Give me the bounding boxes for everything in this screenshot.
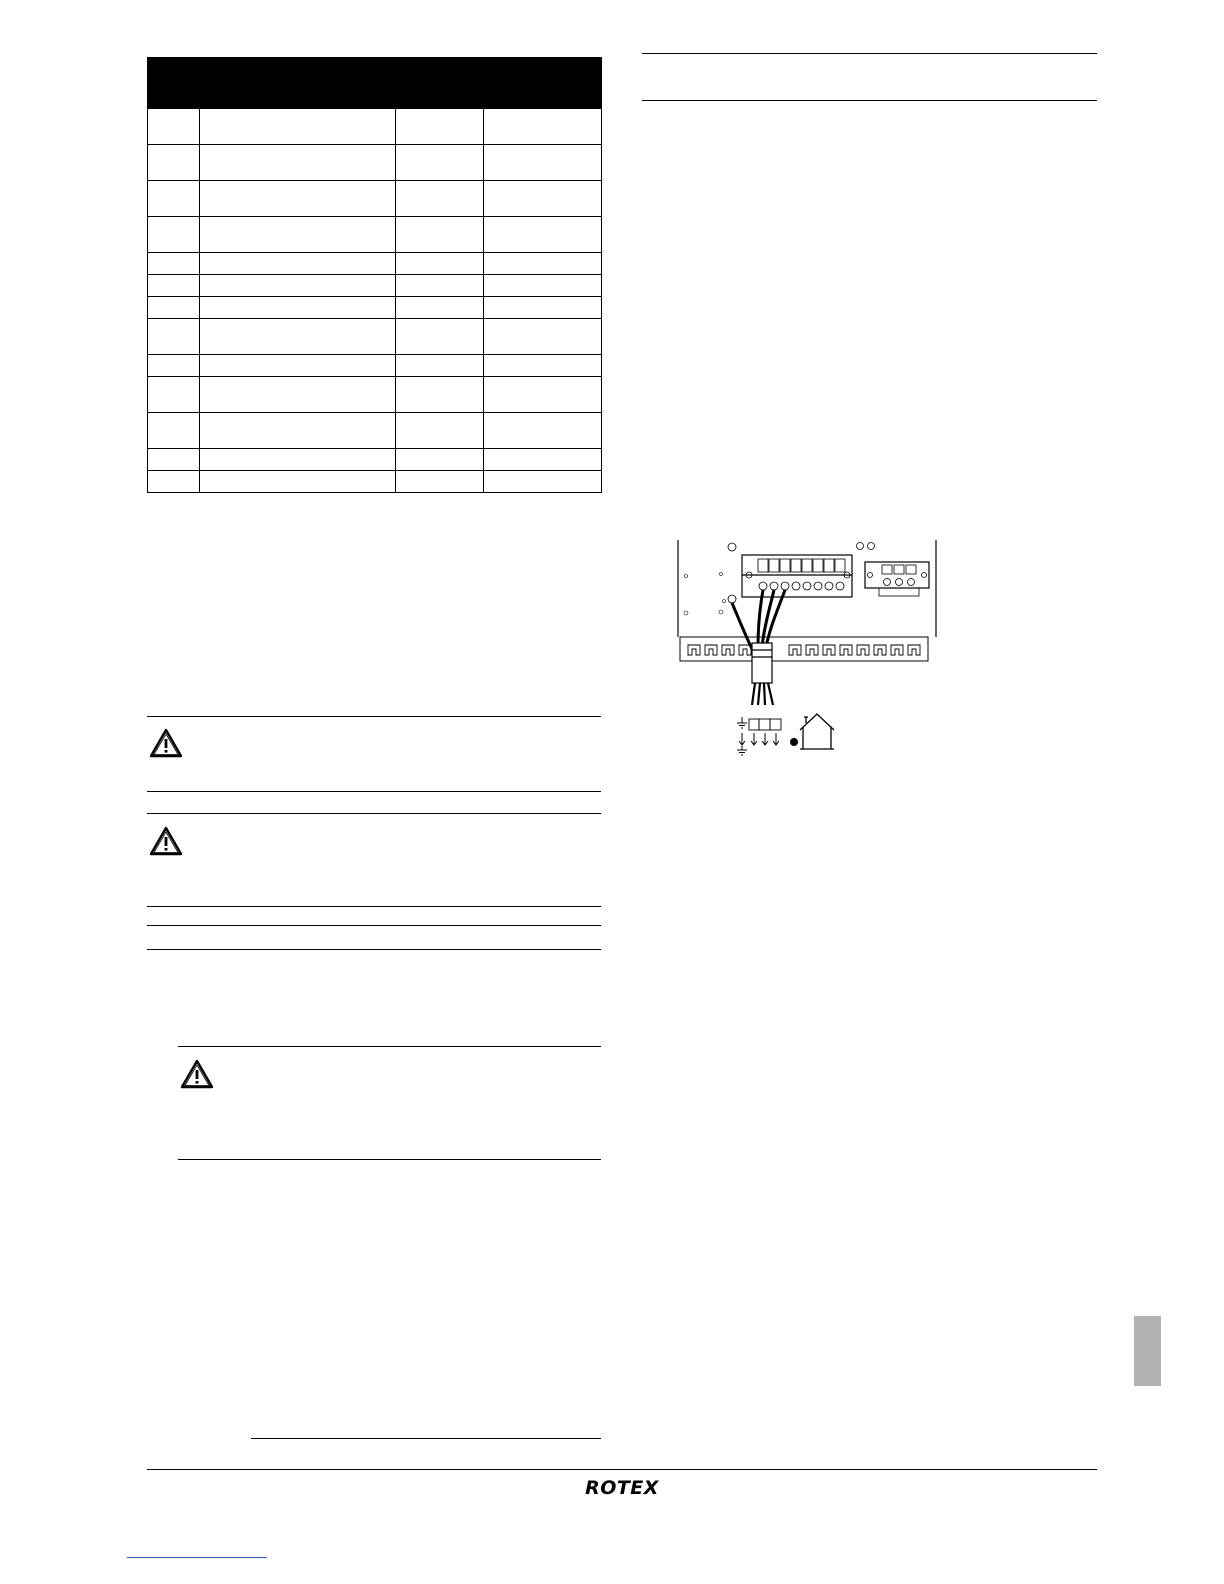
warning-rule [147,906,601,907]
warning-rule [147,716,601,717]
table-row [148,319,602,355]
table-cell [148,109,200,145]
table-cell [396,377,484,413]
brand-logo: ROTEX [585,1477,659,1499]
table-cell [200,181,396,217]
warning-triangle-icon [149,826,183,856]
table-cell [396,109,484,145]
table-cell [484,145,602,181]
table-cell [148,413,200,449]
table-header-cell [484,58,602,109]
house-icon [800,714,834,749]
table-cell [484,471,602,493]
table-cell [148,319,200,355]
table-cell [484,253,602,275]
section-rule [147,949,601,950]
table-cell [200,253,396,275]
section-rule [251,1438,601,1439]
table-row [148,275,602,297]
table-cell [484,297,602,319]
table-cell [484,355,602,377]
table-cell [396,275,484,297]
section-rule [147,925,601,926]
table-row [148,297,602,319]
table-cell [148,253,200,275]
table-cell [484,377,602,413]
table-cell [148,297,200,319]
table-cell [200,109,396,145]
section-rule-top [642,53,1097,54]
table-header-cell [200,58,396,109]
table-cell [200,471,396,493]
table-cell [396,355,484,377]
table-header-cell [396,58,484,109]
table-cell [396,217,484,253]
table-row [148,181,602,217]
link-underline[interactable] [127,1557,267,1558]
table-cell [484,413,602,449]
table-cell [484,109,602,145]
table-cell [396,253,484,275]
table-cell [396,297,484,319]
table-body [148,109,602,493]
table-cell [148,471,200,493]
spec-table [147,57,602,493]
table-cell [148,377,200,413]
warning-rule [147,791,601,792]
table-row [148,377,602,413]
footer-rule [147,1469,1097,1470]
table-cell [200,449,396,471]
table-cell [148,275,200,297]
table-row [148,413,602,449]
table-cell [484,449,602,471]
table-cell [396,471,484,493]
warning-triangle-icon [180,1059,214,1089]
table-cell [148,355,200,377]
warning-rule [147,813,601,814]
table-cell [484,217,602,253]
warning-rule [178,1046,601,1047]
table-row [148,217,602,253]
table-row [148,109,602,145]
table-cell [200,355,396,377]
table-cell [148,449,200,471]
table-cell [148,181,200,217]
section-tab-marker [1134,1316,1161,1386]
section-rule-bottom [642,100,1097,101]
table-cell [484,181,602,217]
table-cell [484,275,602,297]
warning-rule [178,1159,601,1160]
table-cell [396,413,484,449]
table-cell [200,275,396,297]
table-cell [484,319,602,355]
table-cell [396,319,484,355]
table-cell [200,297,396,319]
table-cell [200,145,396,181]
table-row [148,145,602,181]
table-cell [200,413,396,449]
table-cell [148,145,200,181]
wiring-diagram [672,537,947,759]
table-row [148,253,602,275]
table-cell [200,217,396,253]
table-cell [200,319,396,355]
table-cell [396,449,484,471]
table-cell [200,377,396,413]
table-cell [396,181,484,217]
table-header-cell [148,58,200,109]
table-row [148,355,602,377]
table-row [148,471,602,493]
table-header-row [148,58,602,109]
warning-triangle-icon [149,728,183,758]
table-cell [148,217,200,253]
table-cell [396,145,484,181]
table-row [148,449,602,471]
